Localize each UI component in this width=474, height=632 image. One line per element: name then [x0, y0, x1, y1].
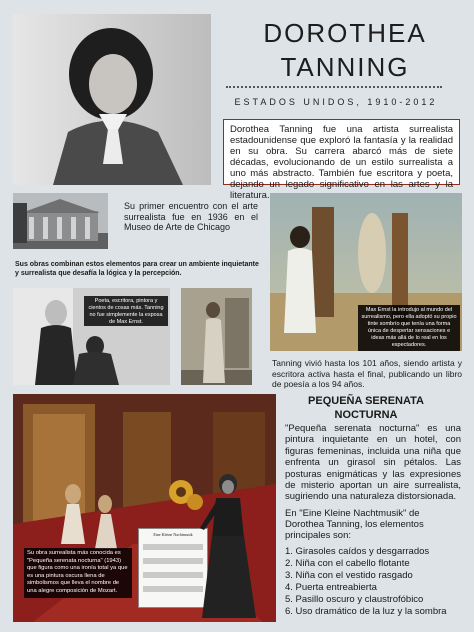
museum-photo	[13, 193, 108, 249]
list-item: 5. Pasillo oscuro y claustrofóbico	[285, 594, 424, 605]
intro-box	[223, 119, 460, 201]
encounter-text: Su primer encuentro con el arte surrealista fue en 1936 en el Museo de Arte de Chicago	[124, 201, 258, 232]
painting-caption: Su obra surrealista más conocida es "Pequeña serenata nocturna" (1943) que figura como una ironía total ya que es una pintura oscura llena de simbolismos que lleva el nombre de una alegre composición de Mozart.	[24, 548, 132, 598]
title-line-2: TANNING	[280, 52, 410, 82]
lived-text: Tanning vivió hasta los 101 años, siendo artista y escritora activa hasta el final, publicando un libro de poesía a los 94 años.	[272, 358, 462, 389]
music-sheet-title: Eine Kleine Nachtmusik	[153, 532, 193, 537]
elements-intro: En "Eine Kleine Nachtmusik" de Dorothea Tanning, los elementos principales son:	[285, 508, 424, 541]
title-line-1: DOROTHEA	[263, 18, 427, 48]
standing-figure-photo	[181, 288, 252, 385]
list-item: 2. Niña con el cabello flotante	[285, 558, 410, 569]
intro-text: Dorothea Tanning fue una artista surrealista estadounidense que exploró la fantasía y la realidad en su obra. Su carrera abarcó más de siete décadas, evolucionando de un estilo surrealista a uno más abstracto. También fue escritora y poeta, dejando un legado significativo en las artes y la literatura.	[230, 124, 453, 201]
works-note: Sus obras combinan estos elementos para crear un ambiente inquietante y surrealista que desafía la lógica y la percepción.	[15, 261, 259, 277]
list-item: 6. Uso dramático de la luz y la sombra	[285, 606, 447, 617]
subtitle: ESTADOS UNIDOS, 1910-2012	[234, 97, 438, 107]
elements-list	[285, 546, 465, 618]
list-item: 1. Girasoles caídos y desgarrados	[285, 546, 430, 557]
work-description: "Pequeña serenata nocturna" es una pintura inquietante en un hotel, con figuras femeninas, incluida una niña que enfrenta un girasol sin pétalos. Las posturas enigmáticas y las expresiones de misterio aportan un aire surrealista, sugiriendo una naturaleza distorsionada.	[285, 423, 461, 503]
title-divider	[226, 86, 442, 88]
portrait-photo	[13, 14, 211, 185]
ernst-caption: Max Ernst la introdujo al mundo del surrealismo, pero ella adoptó su propio tinte sombrío que tenía una forma única de despertar sensaciones e ideas más allá de lo real en los espectadores.	[358, 305, 460, 351]
tanning-figure	[192, 468, 262, 618]
poet-caption: Poeta, escritora, pintora y cientos de cosas más. Tanning no fue simplemente la esposa de Max Ernst.	[84, 296, 168, 326]
list-item: 4. Puerta entreabierta	[285, 582, 377, 593]
list-item: 3. Niña con el vestido rasgado	[285, 570, 413, 581]
work-title: PEQUEÑA SERENATA NOCTURNA	[308, 395, 424, 421]
